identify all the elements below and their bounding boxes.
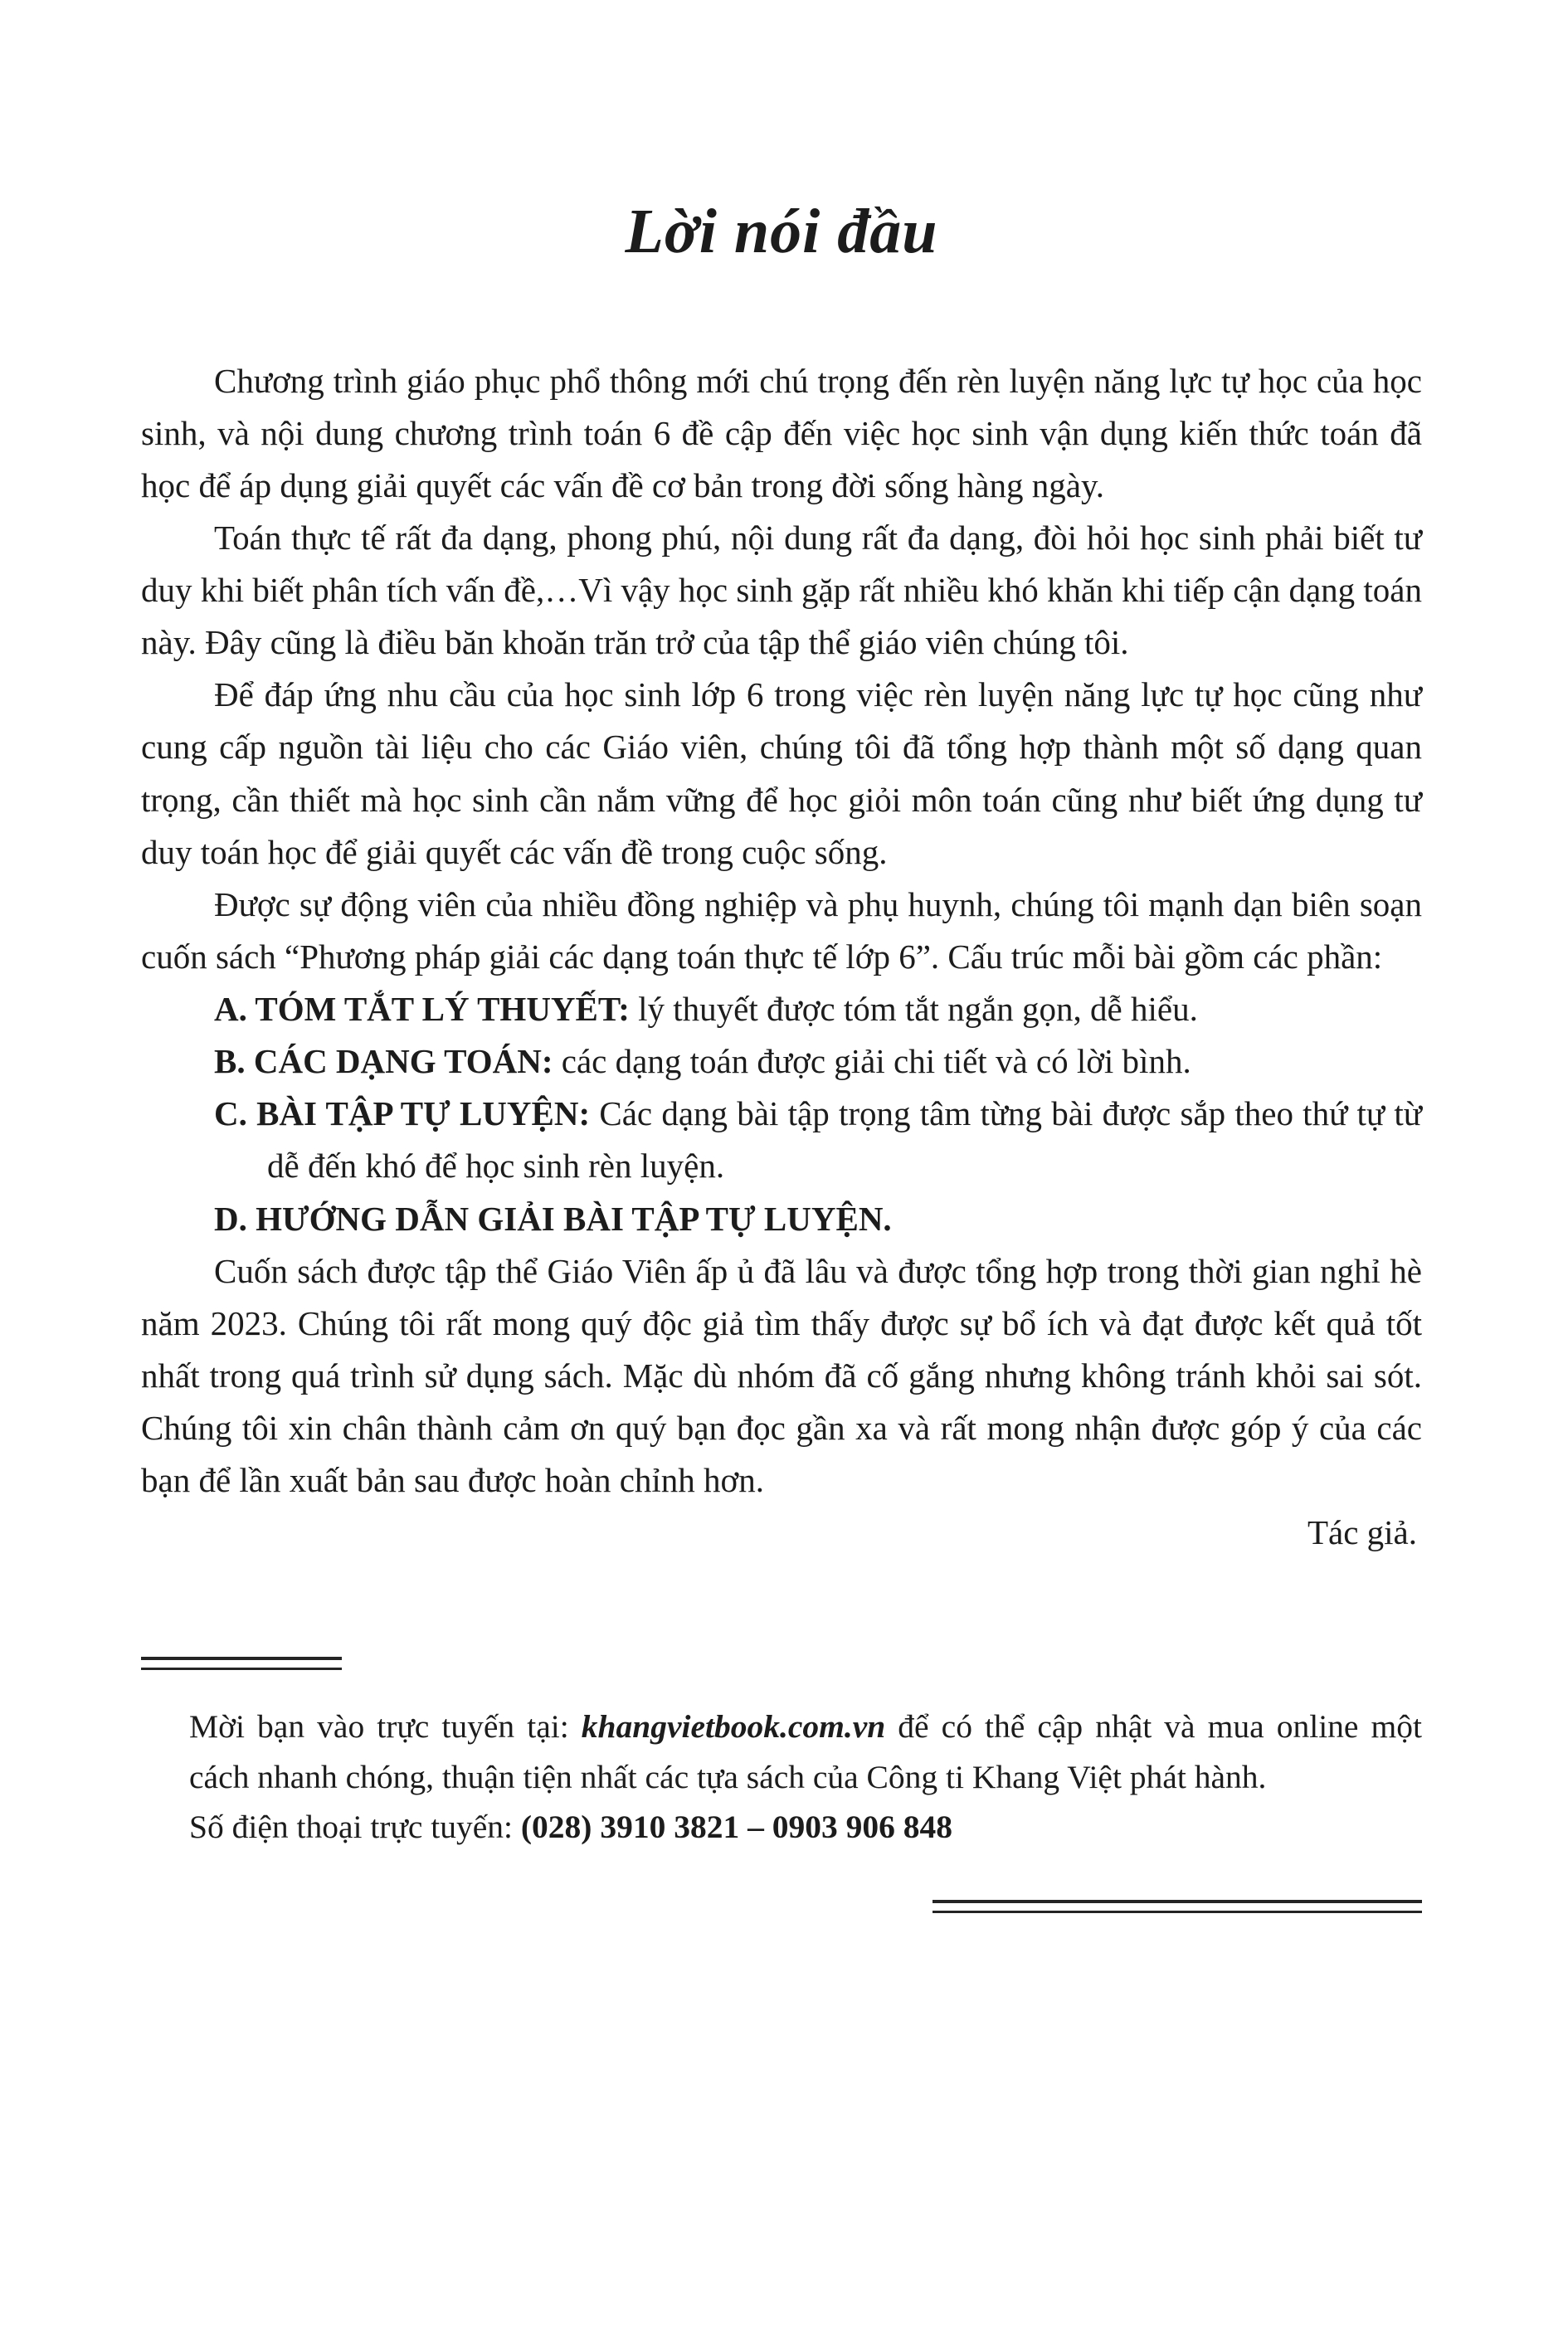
list-item-a bbox=[141, 983, 1422, 1035]
publisher-note-intro: Mời bạn vào trực tuyến tại: bbox=[189, 1708, 582, 1746]
paragraph-purpose: Để đáp ứng nhu cầu của học sinh lớp 6 trong việc rèn luyện năng lực tự học cũng như cung cấp nguồn tài liệu cho các Giáo viên, chúng tôi đã tổng hợp thành một số dạng quan trọng, cần thiết mà học sinh cần nắm vững để học giỏi môn toán cũng như biết ứng dụng tư duy toán học để giải quyết các vấn đề trong cuộc sống. bbox=[141, 675, 1422, 871]
publisher-note-rest: để có thể cập nhật và mua online một cách nhanh chóng, thuận tiện nhất các tựa sách của Công ti Khang Việt phát hành. bbox=[189, 1708, 1422, 1795]
publisher-note-text bbox=[189, 1702, 1422, 1801]
structure-list bbox=[141, 983, 1422, 1245]
list-item-b-heading: B. CÁC DẠNG TOÁN: bbox=[214, 1042, 553, 1081]
list-item-c-heading: C. BÀI TẬP TỰ LUYỆN: bbox=[214, 1094, 591, 1133]
list-item-c-text: Các dạng bài tập trọng tâm từng bài được sắp theo thứ tự từ dễ đến khó để học sinh rèn luyện. bbox=[267, 1094, 1422, 1186]
publisher-note bbox=[189, 1702, 1422, 1851]
author-signature: Tác giả. bbox=[1307, 1513, 1417, 1552]
publisher-phone-line bbox=[189, 1802, 1422, 1852]
paragraph-intro: Chương trình giáo phục phổ thông mới chú trọng đến rèn luyện năng lực tự học của học sinh, và nội dung chương trình toán 6 đề cập đến việc học sinh vận dụng kiến thức toán đã học để áp dụng giải quyết các vấn đề cơ bản trong đời sống hàng ngày. bbox=[141, 361, 1422, 504]
list-item-b-text: các dạng toán được giải chi tiết và có lời bình. bbox=[553, 1042, 1191, 1081]
publisher-website: khangvietbook.com.vn bbox=[581, 1708, 886, 1746]
double-rule-top bbox=[141, 1657, 342, 1670]
double-rule-bottom bbox=[933, 1900, 1422, 1913]
publisher-phone-number: (028) 3910 3821 – 0903 906 848 bbox=[520, 1808, 952, 1845]
publisher-phone-label: Số điện thoại trực tuyến: bbox=[189, 1808, 521, 1845]
paragraph-book-structure: Được sự động viên của nhiều đồng nghiệp và phụ huynh, chúng tôi mạnh dạn biên soạn cuốn sách “Phương pháp giải các dạng toán thực tế lớp 6”. Cấu trúc mỗi bài gồm các phần: bbox=[141, 884, 1422, 976]
list-item-d bbox=[141, 1193, 1422, 1245]
publisher-footer bbox=[141, 1657, 1422, 1912]
list-item-a-heading: A. TÓM TẮT LÝ THUYẾT: bbox=[214, 990, 630, 1029]
paragraph-closing: Cuốn sách được tập thể Giáo Viên ấp ủ đã lâu và được tổng hợp trong thời gian nghỉ hè năm 2023. Chúng tôi rất mong quý độc giả tìm thấy được sự bổ ích và đạt được kết quả tốt nhất trong quá trình sử dụng sách. Mặc dù nhóm đã cố gắng nhưng không tránh khỏi sai sót. Chúng tôi xin chân thành cảm ơn quý bạn đọc gần xa và rất mong nhận được góp ý của các bạn để lần xuất bản sau được hoàn chỉnh hơn. bbox=[141, 1251, 1422, 1500]
list-item-c bbox=[141, 1088, 1422, 1192]
list-item-b bbox=[141, 1035, 1422, 1088]
paragraph-difficulty: Toán thực tế rất đa dạng, phong phú, nội dung rất đa dạng, đòi hỏi học sinh phải biết tư duy khi biết phân tích vấn đề,…Vì vậy học sinh gặp rất nhiều khó khăn khi tiếp cận dạng toán này. Đây cũng là điều băn khoăn trăn trở của tập thể giáo viên chúng tôi. bbox=[141, 518, 1422, 662]
list-item-a-text: lý thuyết được tóm tắt ngắn gọn, dễ hiểu. bbox=[629, 990, 1198, 1029]
page-title: Lời nói đầu bbox=[625, 197, 938, 266]
list-item-d-heading: D. HƯỚNG DẪN GIẢI BÀI TẬP TỰ LUYỆN. bbox=[214, 1199, 892, 1238]
